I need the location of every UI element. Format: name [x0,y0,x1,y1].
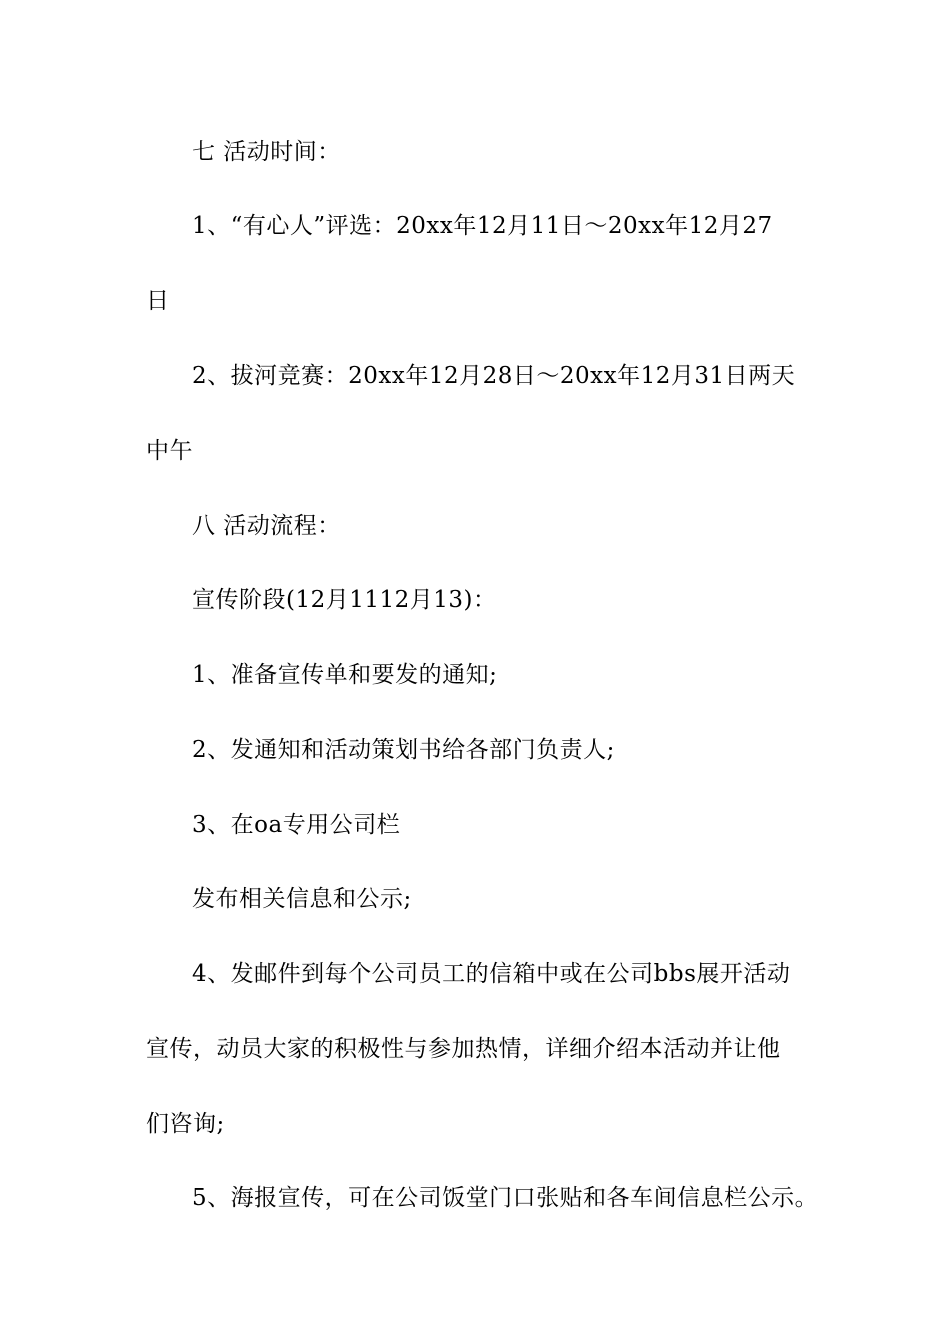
item-2-line-2: 中午 [146,438,193,464]
item-2-line-1: 2、拔河竞赛：20xx年12月28日～20xx年12月31日两天 [192,363,796,389]
step-1: 1、准备宣传单和要发的通知; [192,662,498,688]
step-3-line-1: 3、在oa专用公司栏 [192,812,401,838]
step-4-line-1: 4、发邮件到每个公司员工的信箱中或在公司bbs展开活动 [192,961,791,987]
step-4-line-3: 们咨询; [146,1111,225,1137]
section-eight-heading: 八 活动流程： [192,513,341,539]
step-5: 5、海报宣传，可在公司饭堂门口张贴和各车间信息栏公示。 [192,1185,819,1211]
item-1-line-1: 1、“有心人”评选：20xx年12月11日～20xx年12月27 [192,213,773,239]
step-3-line-2: 发布相关信息和公示; [192,886,412,912]
publicity-stage-heading: 宣传阶段(12月1112月13)： [192,587,497,613]
step-2: 2、发通知和活动策划书给各部门负责人; [192,737,615,763]
section-seven-heading: 七 活动时间： [192,139,341,165]
item-1-line-2: 日 [146,288,170,314]
step-4-line-2: 宣传，动员大家的积极性与参加热情，详细介绍本活动并让他 [146,1036,781,1062]
